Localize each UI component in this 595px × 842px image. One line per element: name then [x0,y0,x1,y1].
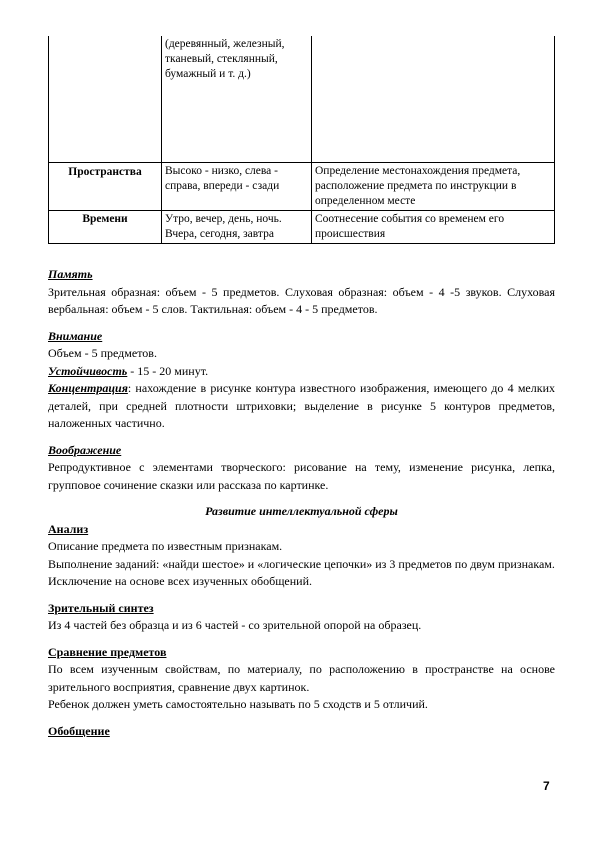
table-cell-label [49,36,162,163]
attention-section [48,328,555,433]
generalization-heading: Обобщение [48,723,110,738]
analysis-p1: Описание предмета по известным признакам. [48,539,283,553]
synthesis-text: Из 4 частей без образца и из 6 частей - со зрительной опорой на образец. [48,618,422,632]
comparison-section [48,644,555,714]
table-cell-label: Времени [49,211,162,244]
memory-text: Зрительная образная: объем - 5 предметов. Слуховая образная: объем - 4 -5 звуков. Слуховая вербальная: объем - 5 слов. Тактильная: объем - 4 - 5 предметов. [48,284,555,316]
memory-section [48,266,555,319]
attention-concentration [48,380,555,433]
page-number: 7 [543,779,550,793]
imagination-section [48,442,555,495]
document-body [48,266,555,740]
comparison-p2: Ребенок должен уметь самостоятельно называть по 5 сходств и 5 отличий. [48,697,428,711]
table-cell-forms: Высоко - низко, слева - справа, впереди - сзади [162,163,312,211]
analysis-heading: Анализ [48,521,89,536]
table-row [49,36,555,163]
section-title: Развитие интеллектуальной сферы [205,504,398,518]
table-cell-label: Пространства [49,163,162,211]
attention-volume: Объем - 5 предметов. [48,346,157,360]
table-cell-forms: (деревянный, железный, тканевый, стеклянный, бумажный и т. д.) [162,36,312,163]
concentration-label: Концентрация [48,381,128,395]
synthesis-section [48,600,555,635]
table-cell-activity: Соотнесение события со временем его происшествия [312,211,555,244]
generalization-section [48,723,555,741]
table-cell-forms: Утро, вечер, день, ночь. Вчера, сегодня, завтра [162,211,312,244]
synthesis-heading: Зрительный синтез [48,600,154,615]
imagination-heading: Воображение [48,442,122,457]
stability-text: - 15 - 20 минут. [127,363,209,378]
analysis-section [48,521,555,591]
table-cell-activity [312,36,555,163]
analysis-p2: Выполнение заданий: «найди шестое» и «логические цепочки» из 3 предметов по двум признакам. [48,556,555,571]
table-row [49,163,555,211]
memory-heading: Память [48,267,93,281]
stability-label: Устойчивость [48,363,128,378]
attention-stability [48,363,555,381]
comparison-p1: По всем изученным свойствам, по материалу, по расположению в пространстве на основе зрительного восприятия, сравнение двух картинок. [48,662,555,694]
comparison-heading: Сравнение предметов [48,644,167,659]
analysis-p3: Исключение на основе всех изученных обобщений. [48,574,313,588]
table-cell-activity: Определение местонахождения предмета, расположение предмета по инструкции в определенном месте [312,163,555,211]
attention-heading: Внимание [48,328,103,343]
perception-table [48,36,555,244]
table-row [49,211,555,244]
imagination-text: Репродуктивное с элементами творческого: рисование на тему, изменение рисунка, лепка, групповое сочинение сказки или рассказа по картинке. [48,460,555,492]
concentration-text: : нахождение в рисунке контура известного изображения, имеющего до 4 мелких деталей, при средней плотности штриховки; выделение в рисунке 5 контуров предметов, наложенных частично. [48,381,555,430]
